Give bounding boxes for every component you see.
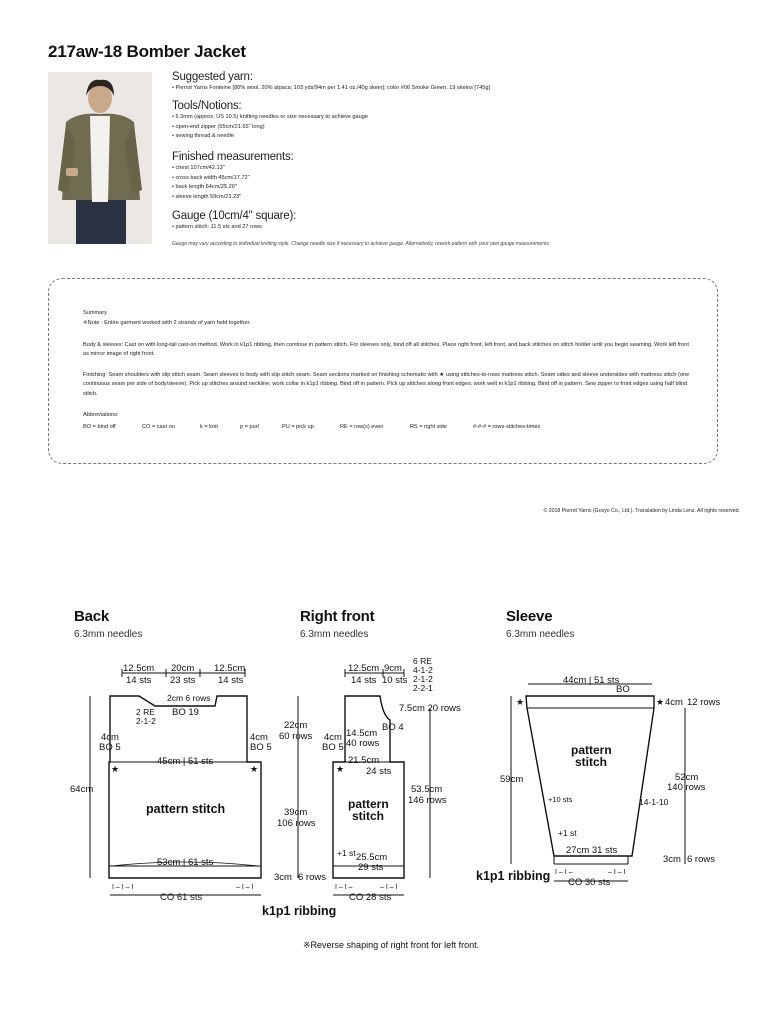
- front-h2: 146 rows: [408, 795, 447, 806]
- abbrev-item: #-#-# = rows-stitches-times: [473, 424, 541, 430]
- gauge-note: Gauge may vary according to individual knitting style. Change needle size if necessary to achieve gauge. Alternatively, rework pattern with your own gauge measurements.: [172, 241, 551, 247]
- measurement-item: • back length 64cm/25.20": [172, 184, 237, 191]
- front-w1: 21.5cm: [348, 755, 380, 766]
- front-stitch1: pattern: [348, 797, 389, 811]
- back-stitch: pattern stitch: [146, 802, 226, 816]
- front-rib: I – I –: [335, 884, 353, 891]
- front-hem1: 25.5cm: [356, 852, 388, 863]
- summary-box: [48, 278, 718, 464]
- back-hem: 53cm | 61 sts: [157, 857, 214, 868]
- back-height: 64cm: [70, 784, 94, 795]
- back-dec2: 2-1-2: [136, 716, 156, 726]
- back-top-right-cm: 12.5cm: [214, 663, 246, 674]
- front-w2: 24 sts: [366, 766, 392, 777]
- sleeve-len-r1: 52cm: [675, 772, 699, 783]
- sleeve-length: 59cm: [500, 774, 524, 785]
- back-arm-right-cm: 4cm: [250, 732, 268, 743]
- sleeve-top-rows-cm: 4cm: [665, 697, 683, 708]
- front-b2: 106 rows: [277, 818, 316, 829]
- back-front-ribbing: k1p1 ribbing: [262, 904, 337, 918]
- abbrev-item: p = purl: [240, 424, 259, 430]
- front-top-right-cm: 9cm: [384, 663, 402, 674]
- sleeve-ribbing: k1p1 ribbing: [476, 869, 551, 883]
- abbrev-item: BO = bind off: [83, 424, 116, 430]
- yarn-heading: Suggested yarn:: [172, 71, 253, 83]
- front-neck-depth: 7.5cm 20 rows: [399, 703, 461, 714]
- front-inc: +1 st: [337, 848, 356, 858]
- front-shoulder-rows: 60 rows: [279, 731, 313, 742]
- sleeve-title: Sleeve: [506, 608, 553, 625]
- back-arm-left-cm: 4cm: [101, 732, 119, 743]
- measurement-item: • chest 107cm/42.13": [172, 165, 225, 171]
- summary-heading: Summary: [83, 310, 107, 316]
- back-title: Back: [74, 608, 110, 625]
- schematics-diagram: [0, 640, 768, 960]
- gauge-heading: Gauge (10cm/4" square):: [172, 210, 297, 222]
- front-needles: 6.3mm needles: [300, 629, 369, 640]
- front-top-left-cm: 12.5cm: [348, 663, 380, 674]
- back-arm-left-bo: BO 5: [99, 742, 121, 753]
- measurements-heading: Finished measurements:: [172, 151, 294, 163]
- back-width: 45cm | 51 sts: [157, 756, 214, 767]
- back-star-right: ★: [250, 764, 259, 774]
- sleeve-inc-left: +10 sts: [548, 795, 573, 804]
- front-h1: 53.5cm: [411, 784, 443, 795]
- front-rib-rows: 6 rows: [298, 872, 326, 883]
- tools-item: • open-end zipper (55cm/21.65" long): [172, 123, 265, 130]
- front-hem2: 29 sts: [358, 862, 384, 873]
- back-bo19: BO 19: [172, 707, 199, 718]
- yarn-item: • Pierrot Yarns Fonteine [80% wool, 20% alpaca; 103 yds/94m per 1.41 oz./40g skein]; color #06 Smoke Green, 19 skeins [745g]: [172, 85, 490, 91]
- back-needles: 6.3mm needles: [74, 629, 143, 640]
- sleeve-cuff: 27cm 31 sts: [566, 845, 618, 856]
- front-shoulder-cm: 22cm: [284, 720, 308, 731]
- copyright: © 2018 Pierrot Yarns (Gosyo Co., Ltd.). Translation by Linda Lenz. All rights reserved.: [543, 508, 740, 514]
- front-neck4: 2-2-1: [413, 683, 433, 693]
- front-title: Right front: [300, 608, 375, 625]
- back-co: CO 61 sts: [160, 892, 203, 903]
- back-top-left-sts: 14 sts: [126, 675, 152, 686]
- front-arm-cm: 4cm: [324, 732, 342, 743]
- tools-item: • 6.3mm (approx. US 10.5) knitting needles or size necessary to achieve gauge: [172, 114, 368, 120]
- abbrev-item: k = knit: [200, 424, 218, 430]
- tools-heading: Tools/Notions:: [172, 100, 242, 112]
- front-arm-bo: BO 5: [322, 742, 344, 753]
- summary-note: ※Note : Entire garment worked with 2 strands of yarn held together.: [83, 320, 251, 326]
- front-bo4: BO 4: [382, 722, 404, 733]
- front-top-left-sts: 14 sts: [351, 675, 377, 686]
- measurements-list: [172, 164, 752, 202]
- front-neck3: 2-1-2: [413, 674, 433, 684]
- sleeve-top: 44cm | 51 sts: [563, 675, 620, 686]
- sleeve-star-right: ★: [656, 697, 665, 707]
- front-c2: 40 rows: [346, 738, 380, 749]
- gauge-list: [172, 223, 752, 233]
- abbrev-item: RE = row(s) even: [340, 424, 384, 430]
- summary-finishing: Finishing: Seam shoulders with slip stitch seam. Seam sleeves to body with slip stitch seam. Seam sections marked on finishing schematic with ★ using stitches-to-rows mattress stitch. Seam sides and sleeve undersides with mattress stitch (one continuous seam per side of body/sleeve). Pick up stitches around neckline; work collar in k1p1 ribbing. Bind off in pattern. Pick up stitches along front edges; work welt in k1p1 ribbing. Bind off in pattern. Sew zipper to front edges using half blind stitch.: [83, 372, 690, 397]
- front-rib2: – I – I: [380, 884, 398, 891]
- back-top-right-sts: 14 sts: [218, 675, 244, 686]
- abbrev-item: PU = pick up: [282, 424, 314, 430]
- sleeve-rib: I – I –: [555, 869, 573, 876]
- yarn-list: [172, 84, 752, 94]
- abbrev-item: CO = cast on: [142, 424, 175, 430]
- back-top-center-sts: 23 sts: [170, 675, 196, 686]
- sleeve-needles: 6.3mm needles: [506, 629, 575, 640]
- sleeve-rib-rows: 6 rows: [687, 854, 715, 865]
- gauge-item: • pattern stitch: 11.5 sts and 27 rows: [172, 224, 262, 230]
- measurement-item: • sleeve length 59cm/23.23": [172, 193, 242, 200]
- reverse-note: ※Reverse shaping of right front for left front.: [303, 940, 480, 950]
- sleeve-star-left: ★: [516, 697, 525, 707]
- back-neck-bo: 2cm 6 rows: [167, 693, 211, 703]
- model-photo: [48, 72, 152, 244]
- back-star-left: ★: [111, 764, 120, 774]
- front-co: CO 28 sts: [349, 892, 392, 903]
- back-rib2: – I – I: [236, 884, 254, 891]
- back-dec: 2 RE: [136, 707, 155, 717]
- abbrev-item: RS = right side: [410, 424, 447, 430]
- front-neck1: 6 RE: [413, 656, 432, 666]
- front-rib-cm: 3cm: [274, 872, 292, 883]
- summary-body: Body & sleeves: Cast on with long-tail cast-on method. Work in k1p1 ribbing, then continue in pattern stitch. For sleeves only, bind off all stitches. Place right front, left front, and back stitches on stitch holder until you begin seaming. Work left front as mirror image of right front.: [83, 342, 689, 358]
- sleeve-bo: BO: [616, 684, 630, 695]
- sleeve-stitch2: stitch: [575, 755, 608, 769]
- back-arm-right-bo: BO 5: [250, 742, 272, 753]
- tools-item: • sewing thread & needle: [172, 133, 234, 140]
- front-stitch2: stitch: [352, 809, 385, 823]
- abbreviations-heading: Abbreviations:: [83, 412, 119, 418]
- sleeve-len-r2: 140 rows: [667, 782, 706, 793]
- front-b1: 39cm: [284, 807, 308, 818]
- front-c1: 14.5cm: [346, 728, 378, 739]
- page-title: 217aw-18 Bomber Jacket: [48, 42, 246, 61]
- sleeve-stitch1: pattern: [571, 743, 612, 757]
- back-top-left-cm: 12.5cm: [123, 663, 155, 674]
- back-rib: I – I – I: [112, 884, 134, 891]
- sleeve-rib2: – I – I: [608, 869, 626, 876]
- sleeve-inc-right: 14-1-10: [639, 797, 669, 807]
- sleeve-co: CO 30 sts: [568, 877, 611, 888]
- sleeve-rib-cm: 3cm: [663, 854, 681, 865]
- measurement-item: • cross back width 45cm/17.72": [172, 174, 250, 181]
- sleeve-inc-bottom: +1 st: [558, 828, 577, 838]
- tools-list: [172, 113, 752, 142]
- front-top-right-sts: 10 sts: [382, 675, 408, 686]
- front-star: ★: [336, 764, 345, 774]
- back-top-center-cm: 20cm: [171, 663, 195, 674]
- front-neck2: 4-1-2: [413, 665, 433, 675]
- sleeve-top-rows: 12 rows: [687, 697, 721, 708]
